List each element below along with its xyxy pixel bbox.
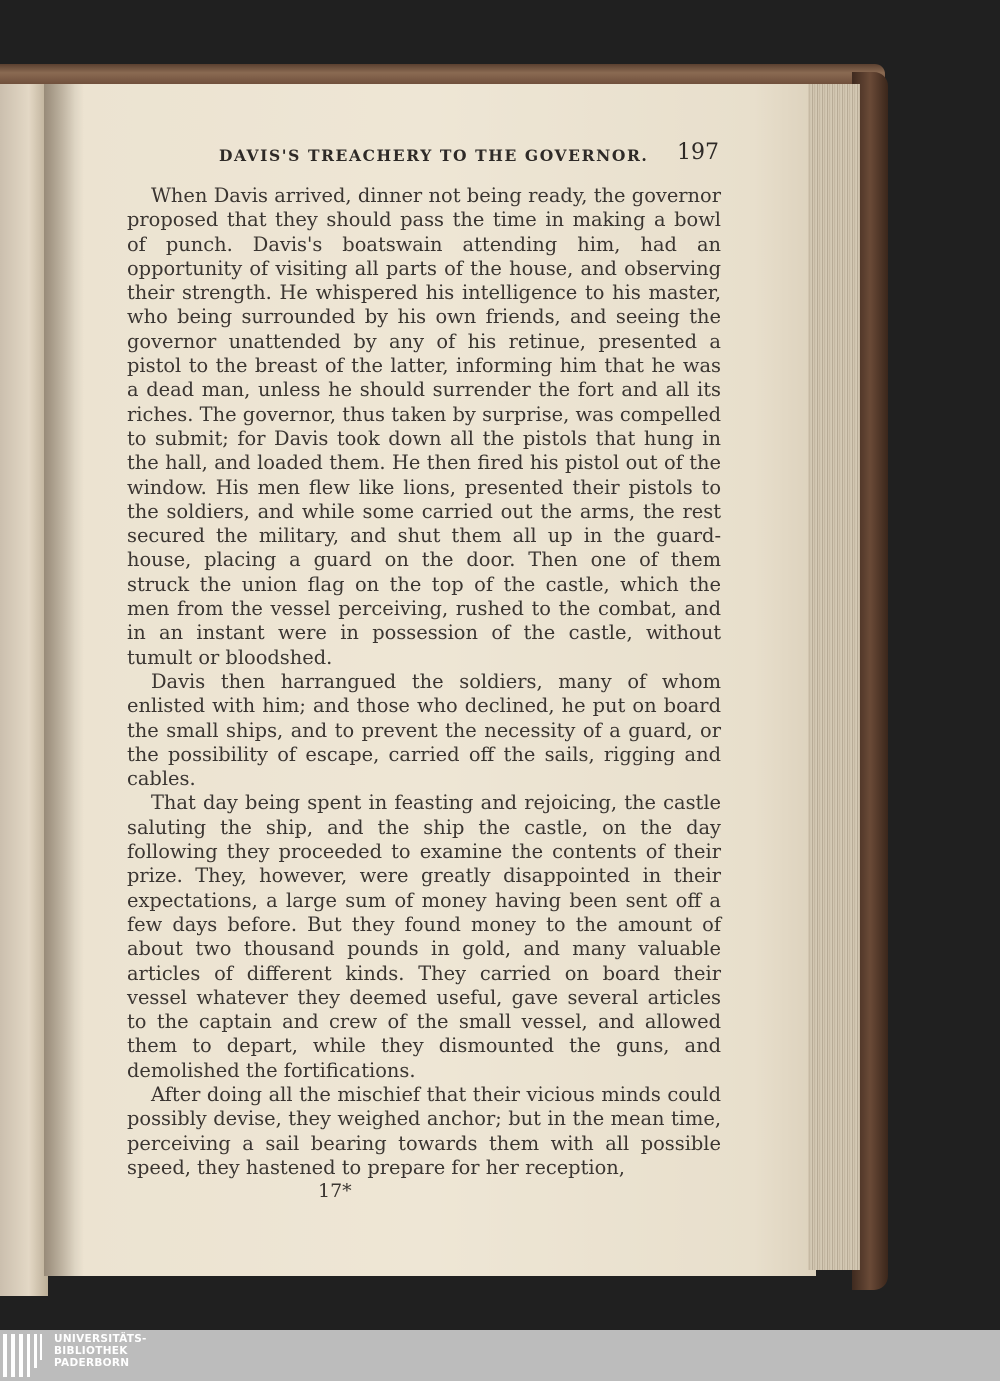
paragraph-3: That day being spent in feasting and rejoicing, the castle saluting the ship, and the ship the castle, on the day following they proceeded to examine the contents of their prize. They, however, were greatly disappointed in their expectations, a large sum of money having been sent off a few days before. But they found money to the amount of about two thousand pounds in gold, and many valuable articles of different kinds. They carried on board their vessel whatever they deemed useful, gave several articles to the captain and crew of the small vessel, and allowed them to depart, while they dismounted the guns, and demolished the fortifications. [127,791,721,1082]
paragraph-4: After doing all the mischief that their vicious minds could possibly devise, they weighed anchor; but in the mean time, perceiving a sail bearing towards them with all possible speed, they hastened to prepare for her reception, [127,1082,721,1179]
left-page-edge [0,84,48,1296]
page-number: 197 [677,140,719,165]
running-head [127,140,721,174]
library-name-line-3: PADERBORN [54,1357,130,1369]
library-footer [0,1330,1000,1381]
book-cover-top-edge [0,64,885,86]
library-name [54,1333,147,1369]
running-title: DAVIS'S TREACHERY TO THE GOVERNOR. [219,146,649,165]
page-fore-edge [808,84,860,1270]
library-name-line-2: BIBLIOTHEK [54,1345,128,1357]
library-name-line-1: UNIVERSITÄTS- [54,1333,147,1345]
paragraph-1: When Davis arrived, dinner not being ready, the governor proposed that they should pass the time in making a bowl of punch. Davis's boatswain attending him, had an opportunity of visiting all parts of the house, and observing their strength. He whispered his intelligence to his master, who being surrounded by his own friends, and seeing the governor unattended by any of his retinue, presented a pistol to the breast of the latter, informing him that he was a dead man, unless he should surrender the fort and all its riches. The governor, thus taken by surprise, was compelled to submit; for Davis took down all the pistols that hung in the hall, and loaded them. He then fired his pistol out of the window. His men flew like lions, presented their pistols to the soldiers, and while some carried out the arms, the rest secured the military, and shut them all up in the guard-house, placing a guard on the door. Then one of them struck the union flag on the top of the castle, which the men from the vessel perceiving, rushed to the combat, and in an instant were in possession of the castle, without tumult or bloodshed. [127,184,721,669]
body-text [127,184,721,1180]
library-logo-icon [3,1334,43,1377]
gutter-shadow [44,84,84,1276]
paragraph-2: Davis then harrangued the soldiers, many of whom enlisted with him; and those who declined, he put on board the small ships, and to prevent the necessity of a guard, or the possibility of escape, carried off the sails, rigging and cables. [127,669,721,791]
signature-mark: 17* [318,1180,352,1202]
